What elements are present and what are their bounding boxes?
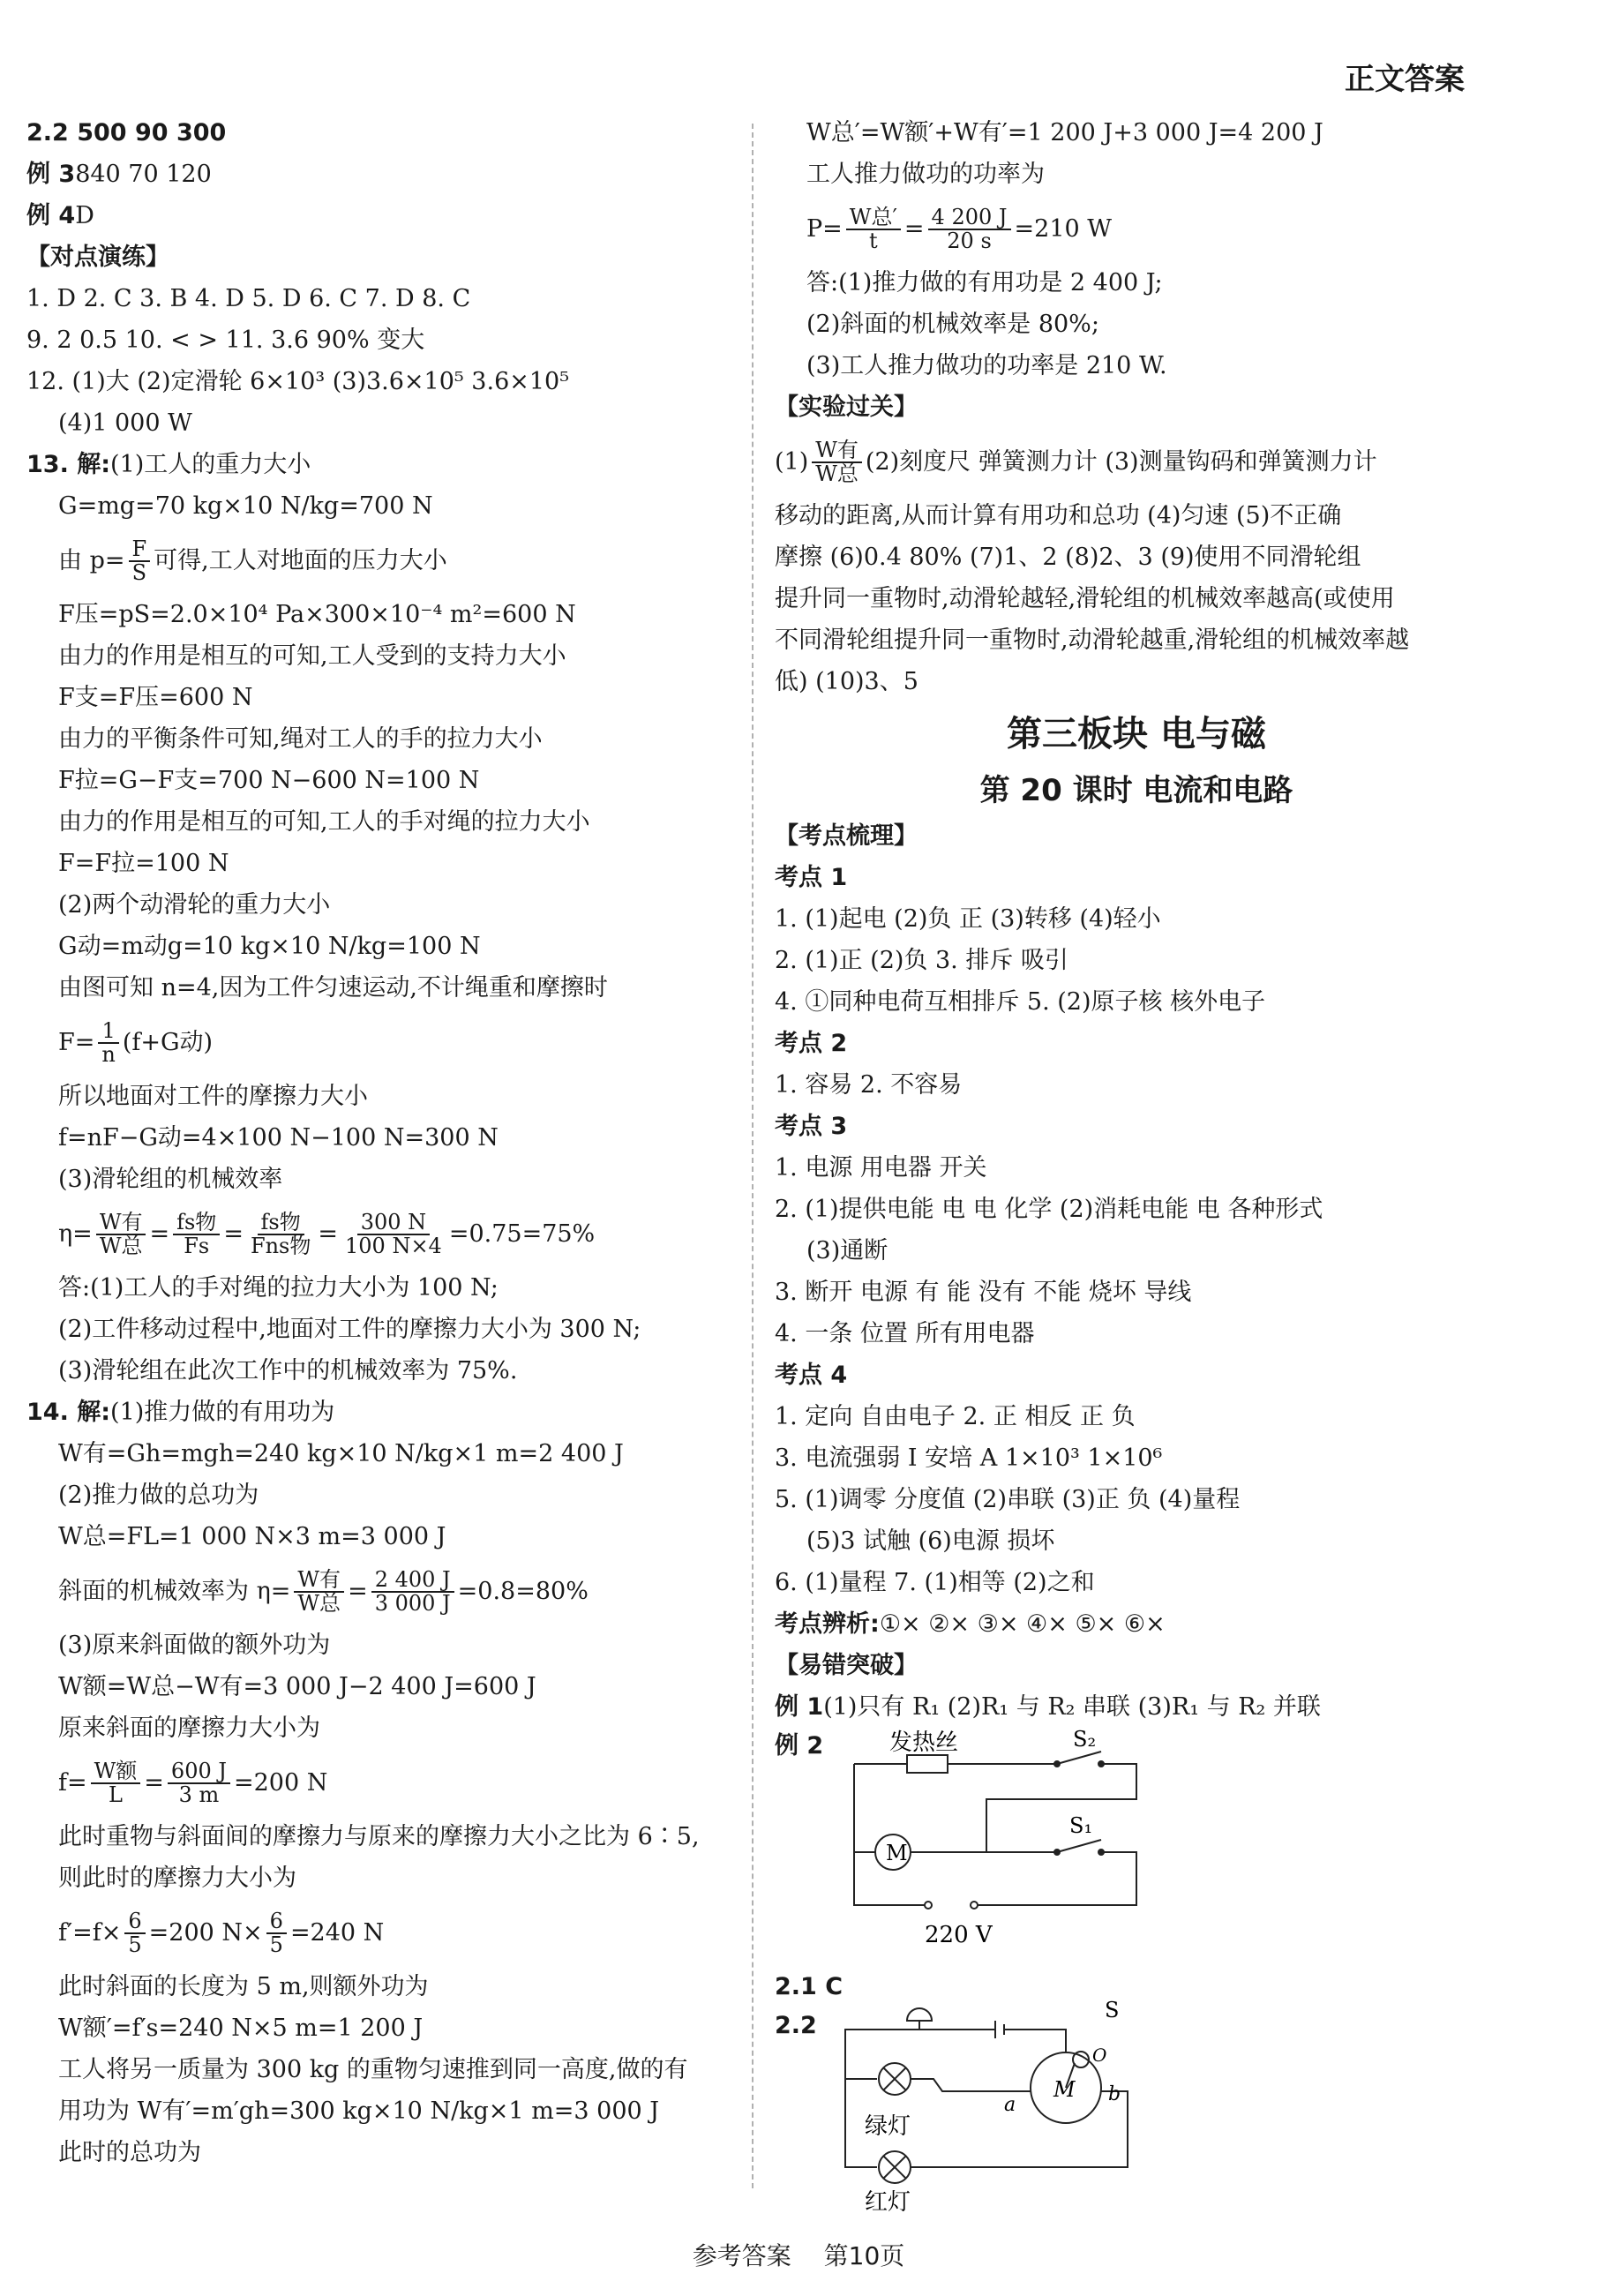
s1-label: S₁	[1069, 1813, 1093, 1838]
answer-line: 移动的距离,从而计算有用功和总功 (4)匀速 (5)不正确	[775, 502, 1342, 530]
formula-line: F拉=G−F支=700 N−600 N=100 N	[58, 767, 480, 795]
text-line: (2)两个动滑轮的重力大小	[58, 891, 331, 919]
answer-line: (5)3 试触 (6)电源 损坏	[806, 1527, 1055, 1556]
motor-label: M	[886, 1841, 908, 1865]
answer-line: 1. 电源 用电器 开关	[775, 1154, 987, 1182]
fraction: $\frac{4 200 J}{20 s}$	[928, 206, 1011, 252]
fraction: $\frac{6}{5}$	[266, 1910, 287, 1956]
formula-line: F支=F压=600 N	[58, 684, 253, 712]
fraction: $\frac{1}{n}$	[98, 1020, 118, 1066]
answer-line: (3)通断	[806, 1237, 888, 1265]
formula-line: P= $\frac{\text{W总′}}{t}$ = $\frac{4 200 J}{20 s}$ =210 W	[806, 204, 1113, 253]
traffic-light-circuit	[775, 1998, 1498, 2238]
bell	[907, 2008, 932, 2021]
answer-line: 4. 一条 位置 所有用电器	[775, 1320, 1035, 1348]
fraction: $\frac{\text{W有}}{\text{W总}}$	[96, 1212, 146, 1257]
answer-line: 14. 解: (1)推力做的有用功为	[26, 1399, 335, 1427]
text-line: (2)斜面的机械效率是 80%;	[806, 311, 1099, 339]
text-line: 由力的作用是相互的可知,工人受到的支持力大小	[58, 642, 566, 671]
s1-switch	[1057, 1840, 1101, 1852]
answer-line: 摩擦 (6)0.4 80% (7)1、2 (8)2、3 (9)使用不同滑轮组	[775, 544, 1361, 572]
formula-line: W有=Gh=mgh=240 kg×10 N/kg×1 m=2 400 J	[58, 1440, 624, 1468]
section-heading: 【易错突破】	[775, 1652, 918, 1680]
wire	[911, 2079, 1031, 2091]
answer-line: 例 1 (1)只有 R₁ (2)R₁ 与 R₂ 串联 (3)R₁ 与 R₂ 并联	[775, 1693, 1321, 1722]
terminal	[971, 1902, 978, 1909]
green-light-label: 绿灯	[865, 2113, 911, 2140]
text-line: 此时的总功为	[58, 2139, 201, 2167]
answer-line: 9. 2 0.5 10. < > 11. 3.6 90% 变大	[26, 326, 425, 355]
b-label: b	[1108, 2083, 1121, 2105]
answer-line: 12. (1)大 (2)定滑轮 6×10³ (3)3.6×10⁵ 3.6×10⁵	[26, 368, 570, 396]
answer-line: 1. 定向 自由电子 2. 正 相反 正 负	[775, 1403, 1136, 1431]
heater-resistor	[907, 1755, 948, 1773]
s-label: S	[1105, 1998, 1120, 2022]
page-footer	[0, 2241, 1597, 2271]
s2-label: S₂	[1073, 1729, 1097, 1752]
circuit-diagram-1	[836, 1729, 1225, 1985]
wire	[986, 1764, 1136, 1852]
fraction: $\frac{\text{W有}}{\text{W总}}$	[812, 439, 862, 485]
text-line: 工人将另一质量为 300 kg 的重物匀速推到同一高度,做的有	[58, 2056, 688, 2084]
answer-line: 低) (10)3、5	[775, 668, 918, 696]
text-line: 此时重物与斜面间的摩擦力与原来的摩擦力大小之比为 6∶5,	[58, 1823, 700, 1851]
wire	[854, 1764, 875, 1852]
text-line: (3)滑轮组在此次工作中的机械效率为 75%.	[58, 1357, 518, 1385]
answer-line: (1) $\frac{\text{W有}}{\text{W总}}$ (2)刻度尺 弹簧测力计 (3)测量钩码和弹簧测力计	[775, 437, 1377, 486]
motor-label: M	[1053, 2077, 1076, 2102]
page-number: 第10页	[823, 2241, 905, 2270]
answer-line: 13. 解: (1)工人的重力大小	[26, 451, 311, 479]
text-line: 则此时的摩擦力大小为	[58, 1865, 296, 1893]
fraction: $\frac{\text{W总′}}{t}$	[846, 206, 901, 252]
text-line: (2)工件移动过程中,地面对工件的摩擦力大小为 300 N;	[58, 1316, 641, 1344]
answer-line: 6. (1)量程 7. (1)相等 (2)之和	[775, 1569, 1095, 1597]
text-line: (2)推力做的总功为	[58, 1482, 259, 1510]
text-line: (3)滑轮组的机械效率	[58, 1166, 283, 1194]
switch-contact	[1054, 1761, 1060, 1767]
formula-line: G动=m动g=10 kg×10 N/kg=100 N	[58, 933, 481, 961]
answer-line: 5. (1)调零 分度值 (2)串联 (3)正 负 (4)量程	[775, 1486, 1241, 1514]
formula-line: F=F拉=100 N	[58, 850, 229, 878]
s2-switch	[1057, 1752, 1101, 1764]
example-2-circuit	[775, 1729, 1498, 1985]
fraction: $\frac{\text{fs物}}{Fs}$	[173, 1212, 220, 1257]
wire	[978, 1852, 1136, 1905]
text-line: 由力的平衡条件可知,绳对工人的手的拉力大小	[58, 725, 543, 754]
topic-heading: 考点 3	[775, 1113, 848, 1141]
text-line: 工人推力做功的功率为	[806, 161, 1045, 189]
formula-line: f= $\frac{\text{W额}}{L}$ = $\frac{600 J}{3 m}$ =200 N	[58, 1758, 328, 1807]
wire	[911, 2091, 1128, 2167]
footer-label: 参考答案	[692, 2241, 791, 2270]
fraction: $\frac{\text{W有}}{\text{W总}}$	[294, 1569, 344, 1615]
answer-line: 提升同一重物时,动滑轮越轻,滑轮组的机械效率越高(或使用	[775, 585, 1395, 613]
text-line: 由图可知 n=4,因为工件匀速运动,不计绳重和摩擦时	[58, 974, 608, 1002]
fraction: $\frac{2 400 J}{3 000 J}$	[371, 1569, 454, 1615]
formula-line: f′=f× $\frac{6}{5}$ =200 N× $\frac{6}{5}$ =240 N	[58, 1908, 385, 1957]
formula-line: F= $\frac{1}{n}$ (f+G动)	[58, 1017, 214, 1067]
section-heading: 【考点梳理】	[775, 822, 918, 851]
topic-heading: 考点 2	[775, 1030, 848, 1058]
red-light-label: 红灯	[865, 2189, 911, 2211]
answer-line: 3. 电流强弱 I 安培 A 1×10³ 1×10⁶	[775, 1444, 1163, 1473]
chapter-title: 第三板块 电与磁	[1007, 714, 1266, 754]
answer-line: 例 3 840 70 120	[26, 161, 212, 189]
fraction: $\frac{\text{W额}}{L}$	[91, 1760, 141, 1806]
text-line: (3)原来斜面做的额外功为	[58, 1632, 331, 1660]
answer-line: 2.1 C	[775, 1973, 843, 2001]
text-line: 由力的作用是相互的可知,工人的手对绳的拉力大小	[58, 808, 590, 837]
formula-line: W总′=W额′+W有′=1 200 J+3 000 J=4 200 J	[806, 119, 1323, 147]
formula-line: W额=W总−W有=3 000 J−2 400 J=600 J	[58, 1673, 536, 1701]
answer-line: 3. 断开 电源 有 能 没有 不能 烧坏 导线	[775, 1279, 1192, 1307]
page-header: 正文答案	[1345, 62, 1465, 97]
formula-line: W额′=f′s=240 N×5 m=1 200 J	[58, 2015, 424, 2043]
text-line: (3)工人推力做功的功率是 210 W.	[806, 352, 1167, 380]
terminal	[925, 1902, 932, 1909]
answer-line: 1. 容易 2. 不容易	[775, 1071, 963, 1099]
formula-line: f=nF−G动=4×100 N−100 N=300 N	[58, 1124, 499, 1152]
column-divider	[752, 124, 754, 2188]
switch-contact	[1054, 1850, 1060, 1855]
text-line: 原来斜面的摩擦力大小为	[58, 1714, 320, 1743]
lesson-title: 第 20 课时 电流和电路	[979, 772, 1293, 808]
answer-line: 不同滑轮组提升同一重物时,动滑轮越重,滑轮组的机械效率越	[775, 627, 1410, 655]
topic-heading: 考点 4	[775, 1362, 848, 1390]
fraction: $\frac{600 J}{3 m}$	[168, 1760, 230, 1806]
answer-line: 例 4 D	[26, 202, 94, 230]
answer-line: 2. (1)正 (2)负 3. 排斥 吸引	[775, 947, 1068, 975]
o-label: O	[1092, 2045, 1107, 2066]
formula-line: 用功为 W有′=m′gh=300 kg×10 N/kg×1 m=3 000 J	[58, 2097, 660, 2126]
wire	[1004, 2030, 1066, 2052]
formula-line: F压=pS=2.0×10⁴ Pa×300×10⁻⁴ m²=600 N	[58, 601, 576, 629]
formula-line: η= $\frac{\text{W有}}{\text{W总}}$ = $\frac{\text{fs物}}{Fs}$ = $\frac{\text{fs物}}{\text{Fns物}}$ = $\frac{300 N}{100 N\times 4}$ =0.75=75%	[58, 1209, 596, 1258]
voltage-label: 220 V	[925, 1922, 993, 1948]
formula-line: 斜面的机械效率为 η= $\frac{\text{W有}}{\text{W总}}$ = $\frac{2 400 J}{3 000 J}$ =0.8=80%	[58, 1566, 589, 1616]
formula-line: W总=FL=1 000 N×3 m=3 000 J	[58, 1523, 446, 1551]
topic-heading: 考点 1	[775, 864, 848, 892]
example-label: 例 2	[775, 1732, 824, 1760]
fraction: $\frac{6}{5}$	[124, 1910, 145, 1956]
question-label: 2.2	[775, 2012, 817, 2039]
section-heading: 【实验过关】	[775, 394, 918, 422]
answer-line: 2. (1)提供电能 电 电 化学 (2)消耗电能 电 各种形式	[775, 1196, 1323, 1224]
a-label: a	[1004, 2094, 1016, 2116]
answer-line: 4. ①同种电荷互相排斥 5. (2)原子核 核外电子	[775, 988, 1266, 1017]
section-heading: 【对点演练】	[26, 244, 169, 272]
fraction: $\frac{F}{S}$	[129, 538, 151, 584]
fraction: $\frac{\text{fs物}}{\text{Fns物}}$	[250, 1209, 311, 1258]
text-line: 所以地面对工件的摩擦力大小	[58, 1083, 368, 1111]
formula-line: 由 p= $\frac{F}{S}$ 可得,工人对地面的压力大小	[58, 536, 447, 585]
answer-line: 2.2 500 90 300	[26, 119, 227, 147]
text-line: 答:(1)推力做的有用功是 2 400 J;	[806, 269, 1163, 297]
answer-line: 考点辨析: ①× ②× ③× ④× ⑤× ⑥×	[775, 1610, 1166, 1639]
right-column	[775, 113, 1498, 2238]
text-line: 此时斜面的长度为 5 m,则额外功为	[58, 1973, 429, 2001]
fraction: $\frac{300 N}{100 N\times 4}$	[345, 1209, 442, 1258]
circuit-diagram-2	[819, 1991, 1242, 2211]
formula-line: G=mg=70 kg×10 N/kg=700 N	[58, 492, 433, 521]
heater-label: 发热丝	[889, 1730, 959, 1756]
answer-line: 1. (1)起电 (2)负 正 (3)转移 (4)轻小	[775, 905, 1161, 934]
answer-line: 1. D 2. C 3. B 4. D 5. D 6. C 7. D 8. C	[26, 285, 471, 313]
text-line: 答:(1)工人的手对绳的拉力大小为 100 N;	[58, 1274, 499, 1302]
answer-line: (4)1 000 W	[58, 409, 192, 438]
left-column	[26, 113, 732, 2174]
